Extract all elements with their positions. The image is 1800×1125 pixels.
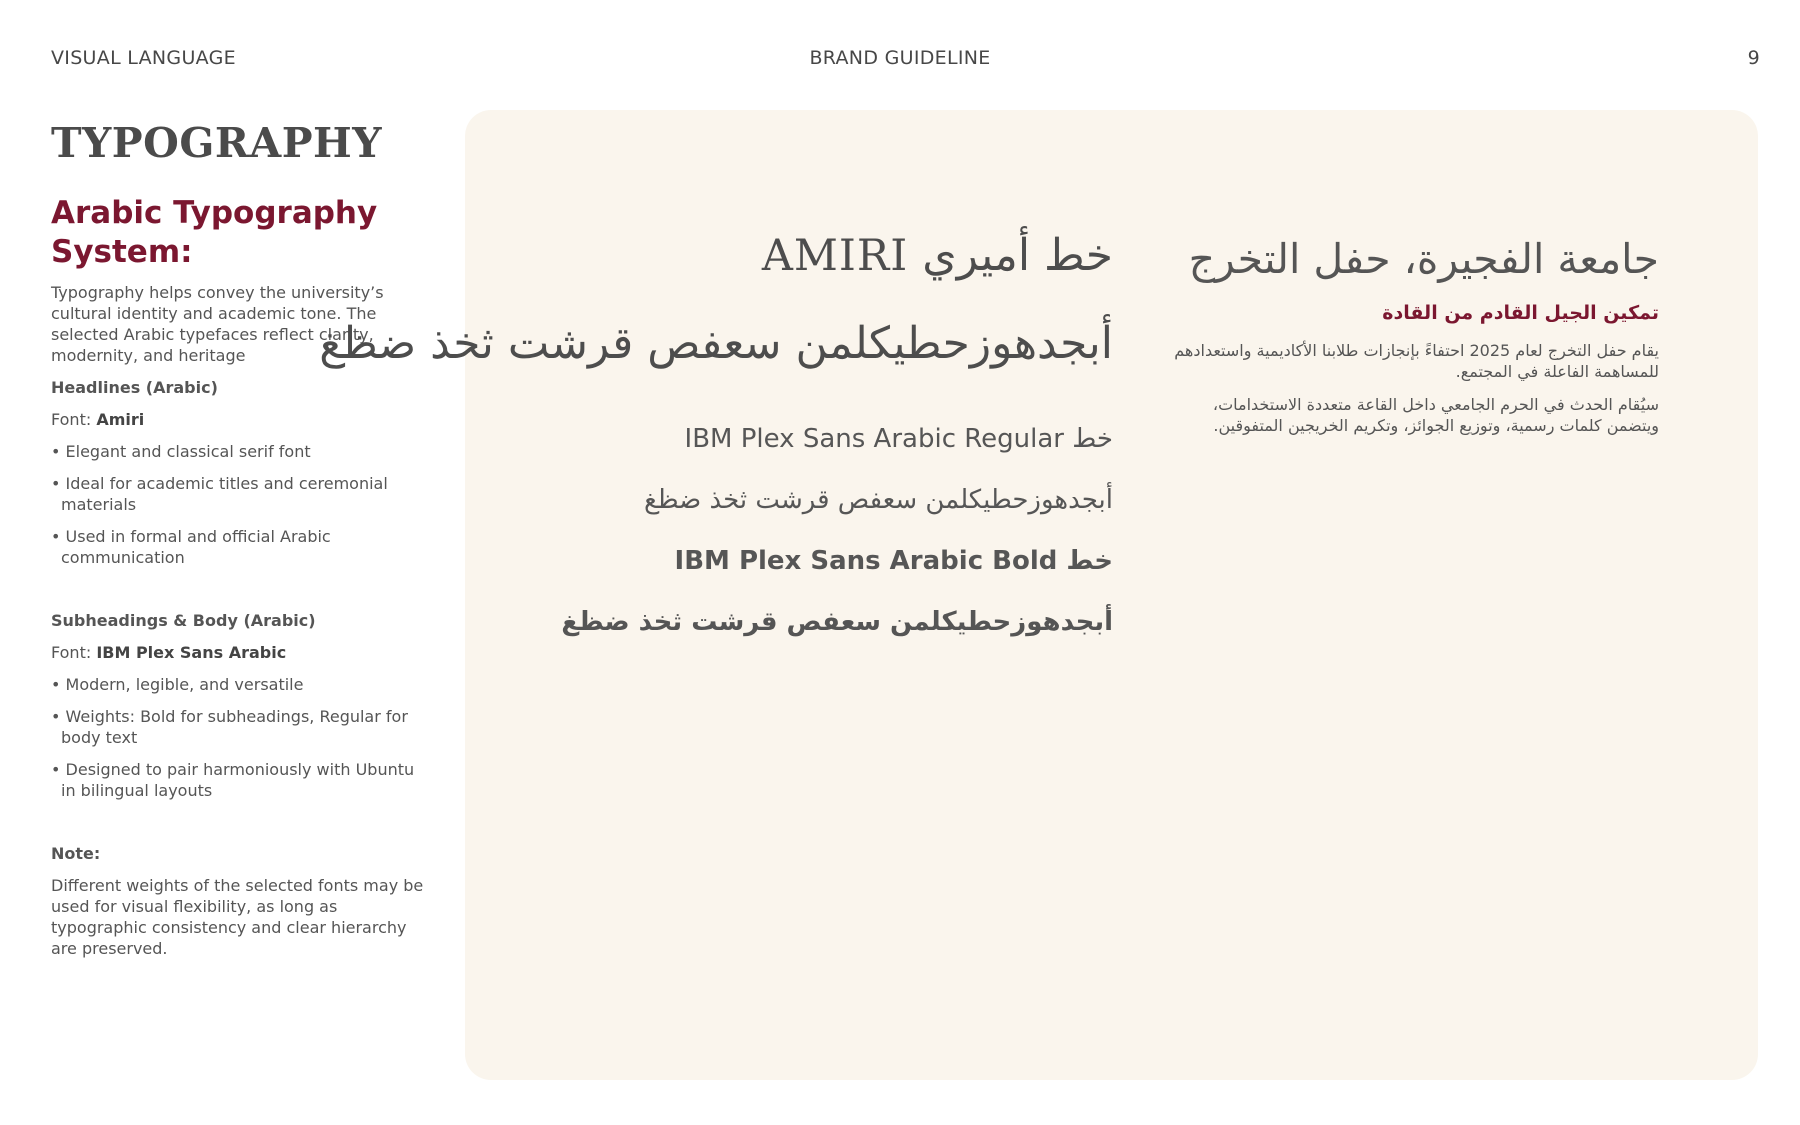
note-text: Different weights of the selected fonts may be used for visual flexibility, as long as typographic consistency and clear hierarchy are preserved.: [51, 876, 424, 958]
sample-paragraph: سيُقام الحدث في الحرم الجامعي داخل القاعة متعددة الاستخدامات، ويتضمن كلمات رسمية، وتوزيع الجوائز، وتكريم الخريجين المتفوقين.: [1212, 395, 1659, 435]
plex-regular-title: خط IBM Plex Sans Arabic Regular: [684, 424, 1113, 454]
body-bullet: • Weights: Bold for subheadings, Regular for body text: [51, 707, 408, 747]
amiri-alphabet-sample: أبجدهوزحطيكلمن سعفص قرشت ثخذ ضظغ: [319, 318, 1113, 369]
body-bullet: • Designed to pair harmoniously with Ubuntu in bilingual layouts: [51, 760, 415, 800]
sample-heading: جامعة الفجيرة، حفل التخرج: [1188, 235, 1659, 283]
type-specimen-panel: [319, 110, 1758, 1080]
page-title: TYPOGRAPHY: [51, 119, 383, 167]
headlines-label: Headlines (Arabic): [51, 378, 218, 397]
section-title: Arabic Typography System:: [51, 195, 378, 270]
plex-bold-title: خط IBM Plex Sans Arabic Bold: [674, 546, 1113, 576]
sidebar-description: [51, 118, 431, 959]
sample-subheading: تمكين الجيل القادم من القادة: [1382, 302, 1659, 324]
amiri-title-arabic: خط أميري: [922, 230, 1113, 281]
plex-bold-alphabet-sample: أبجدهوزحطيكلمن سعفص قرشت ثخذ ضظغ: [561, 607, 1113, 637]
page-number: 9: [1747, 47, 1760, 69]
note-label: Note:: [51, 844, 101, 863]
headlines-bullet: • Used in formal and official Arabic communication: [51, 527, 331, 567]
amiri-title-latin: AMIRI: [761, 231, 909, 281]
sample-paragraph: يقام حفل التخرج لعام 2025 احتفاءً بإنجازات طلابنا الأكاديمية واستعدادهم للمساهمة الفاعلة في المجتمع.: [1174, 341, 1659, 381]
headlines-bullet: • Elegant and classical serif font: [51, 442, 311, 461]
headlines-font-line: Font: Amiri: [51, 410, 145, 429]
headlines-font-name: Amiri: [96, 410, 145, 429]
header-section-label: VISUAL LANGUAGE: [51, 47, 236, 69]
header-document-title: BRAND GUIDELINE: [809, 47, 991, 69]
amiri-specimen-title: [762, 230, 1113, 281]
body-font-name: IBM Plex Sans Arabic: [96, 643, 287, 662]
body-font-line: Font: IBM Plex Sans Arabic: [51, 643, 287, 662]
body-bullet: • Modern, legible, and versatile: [51, 675, 304, 694]
intro-text: Typography helps convey the university’s cultural identity and academic tone. The selected Arabic typefaces reflect clarity, modernity, and heritage: [51, 283, 384, 365]
body-label: Subheadings & Body (Arabic): [51, 611, 316, 630]
plex-regular-alphabet-sample: أبجدهوزحطيكلمن سعفص قرشت ثخذ ضظغ: [643, 485, 1113, 515]
headlines-bullet: • Ideal for academic titles and ceremonial materials: [51, 474, 388, 514]
